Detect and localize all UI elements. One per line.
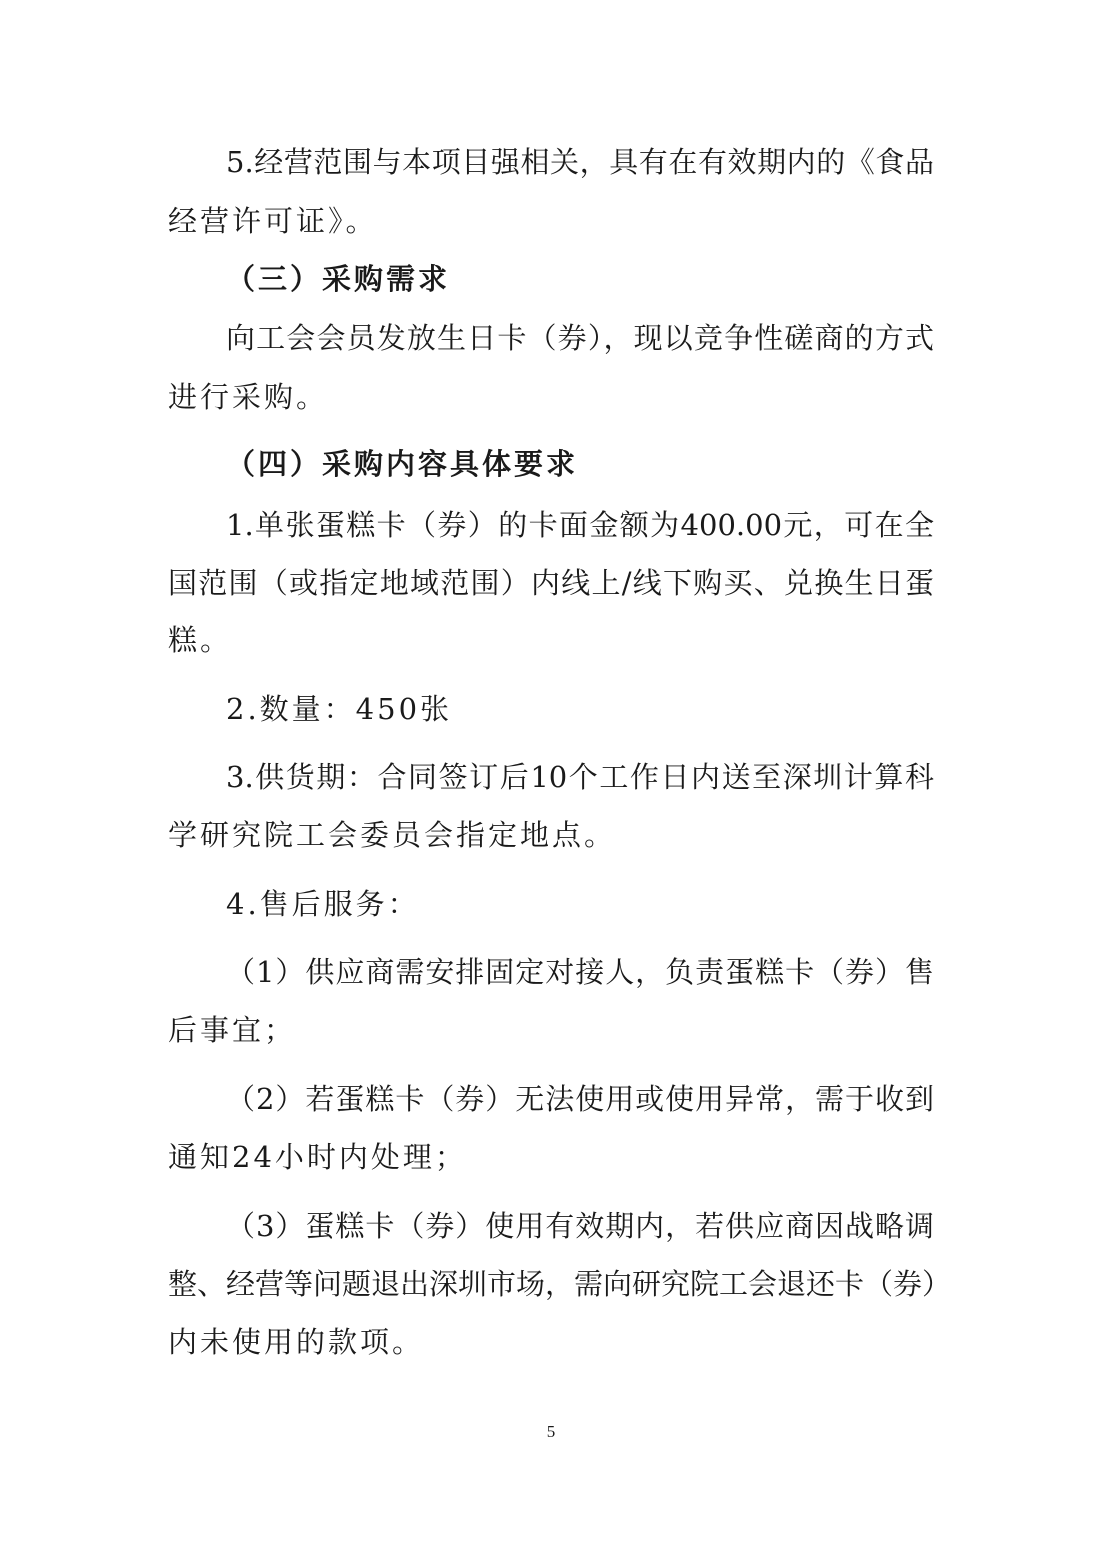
paragraph-line: 3.供货期：合同签订后10个工作日内送至深圳计算科 (226, 760, 934, 794)
paragraph-line: 5.经营范围与本项目强相关，具有在有效期内的《食品 (226, 145, 934, 179)
paragraph-line: 整、经营等问题退出深圳市场，需向研究院工会退还卡（券） (168, 1267, 952, 1301)
paragraph-line: 内未使用的款项。 (168, 1325, 425, 1359)
paragraph-line: 2.数量：450张 (226, 692, 453, 726)
paragraph-line: 通知24小时内处理； (168, 1140, 467, 1174)
section-heading: （三）采购需求 (226, 262, 451, 296)
page-number: 5 (546, 1422, 556, 1441)
paragraph-line: 学研究院工会委员会指定地点。 (168, 818, 617, 852)
paragraph-line: 1.单张蛋糕卡（券）的卡面金额为400.00元，可在全 (226, 508, 934, 542)
paragraph-line: 进行采购。 (168, 380, 329, 414)
paragraph-line: （3）蛋糕卡（券）使用有效期内，若供应商因战略调 (226, 1209, 934, 1243)
paragraph-line: 经营许可证》。 (168, 204, 378, 238)
paragraph-line: 向工会会员发放生日卡（券），现以竞争性磋商的方式 (226, 321, 934, 355)
paragraph-line: 国范围（或指定地域范围）内线上/线下购买、兑换生日蛋 (168, 566, 934, 600)
paragraph-line: （1）供应商需安排固定对接人，负责蛋糕卡（券）售 (226, 955, 934, 989)
paragraph-line: （2）若蛋糕卡（券）无法使用或使用异常，需于收到 (226, 1082, 934, 1116)
paragraph-line: 糕。 (168, 623, 233, 657)
paragraph-line: 4.售后服务： (226, 887, 420, 921)
section-heading: （四）采购内容具体要求 (226, 447, 579, 481)
paragraph-line: 后事宜； (168, 1013, 297, 1047)
